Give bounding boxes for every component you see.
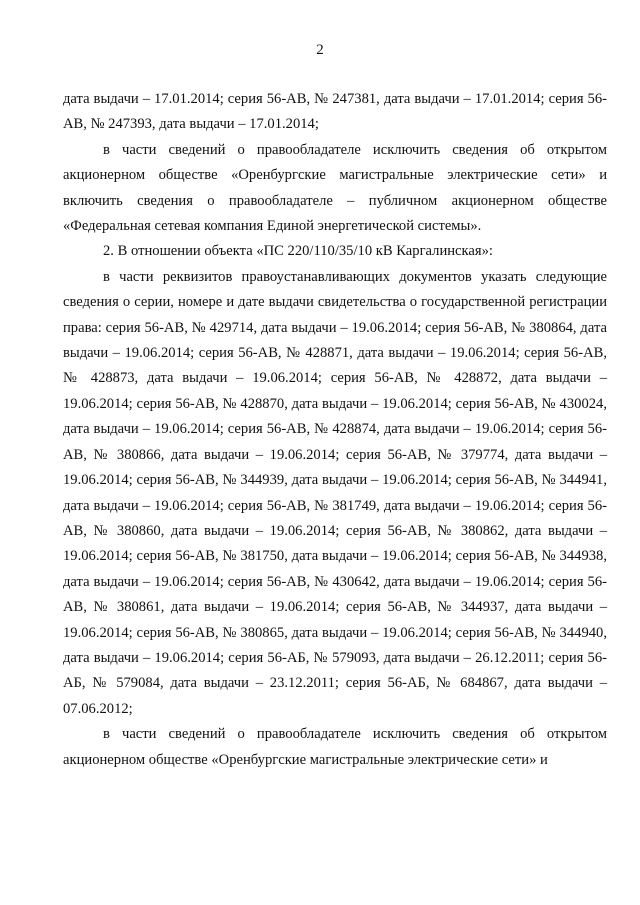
paragraph-owner-change-2: в части сведений о правообладателе исключить сведения об открытом акционерном обществе «Оренбургские магистральные электрические сети» и [63,726,607,768]
paragraph-certificates-list: в части реквизитов правоустанавливающих документов указать следующие сведения о серии, номере и дате выдачи свидетельства о государственной регистрации права: серия 56-АВ, № 429714, дата выдачи – 19.06.2014; серия 56-АВ, № 380864, дата выдачи – 19.06.2014; серия 56-АВ, № 428871, дата выдачи – 19.06.2014; серия 56-АВ, № 428873, дата выдачи – 19.06.2014; серия 56-АВ, № 428872, дата выдачи – 19.06.2014; серия 56-АВ, № 428870, дата выдачи – 19.06.2014; серия 56-АВ, № 430024, дата выдачи – 19.06.2014; серия 56-АВ, № 428874, дата выдачи – 19.06.2014; серия 56-АВ, № 380866, дата выдачи – 19.06.2014; серия 56-АВ, № 379774, дата выдачи – 19.06.2014; серия 56-АВ, № 344939, дата выдачи – 19.06.2014; серия 56-АВ, № 344941, дата выдачи – 19.06.2014; серия 56-АВ, № 381749, дата выдачи – 19.06.2014; серия 56-АВ, № 380860, дата выдачи – 19.06.2014; серия 56-АВ, № 380862, дата выдачи – 19.06.2014; серия 56-АВ, № 381750, дата выдачи – 19.06.2014; серия 56-АВ, № 344938, дата выдачи – 19.06.2014; серия 56-АВ, № 430642, дата выдачи – 19.06.2014; серия 56-АВ, № 380861, дата выдачи – 19.06.2014; серия 56-АВ, № 344937, дата выдачи – 19.06.2014; серия 56-АВ, № 380865, дата выдачи – 19.06.2014; серия 56-АВ, № 344940, дата выдачи – 19.06.2014; серия 56-АБ, № 579093, дата выдачи – 26.12.2011; серия 56-АБ, № 579084, дата выдачи – 23.12.2011; серия 56-АБ, № 684867, дата выдачи – 07.06.2012; [63,268,607,717]
paragraph-owner-change: в части сведений о правообладателе исключить сведения об открытом акционерном обществе «Оренбургские магистральные электрические сети» и включить сведения о правообладателе – публичном акционерном обществе «Федеральная сетевая компания Единой энергетической системы». [63,141,607,235]
page-number: 2 [316,42,324,58]
paragraph-continuation: дата выдачи – 17.01.2014; серия 56-АВ, № 247381, дата выдачи – 17.01.2014; серия 56-АВ, № 247393, дата выдачи – 17.01.2014; [63,91,607,133]
document-body [63,87,607,773]
paragraph-object-heading: 2. В отношении объекта «ПС 220/110/35/10 кВ Каргалинская»: [103,243,493,260]
